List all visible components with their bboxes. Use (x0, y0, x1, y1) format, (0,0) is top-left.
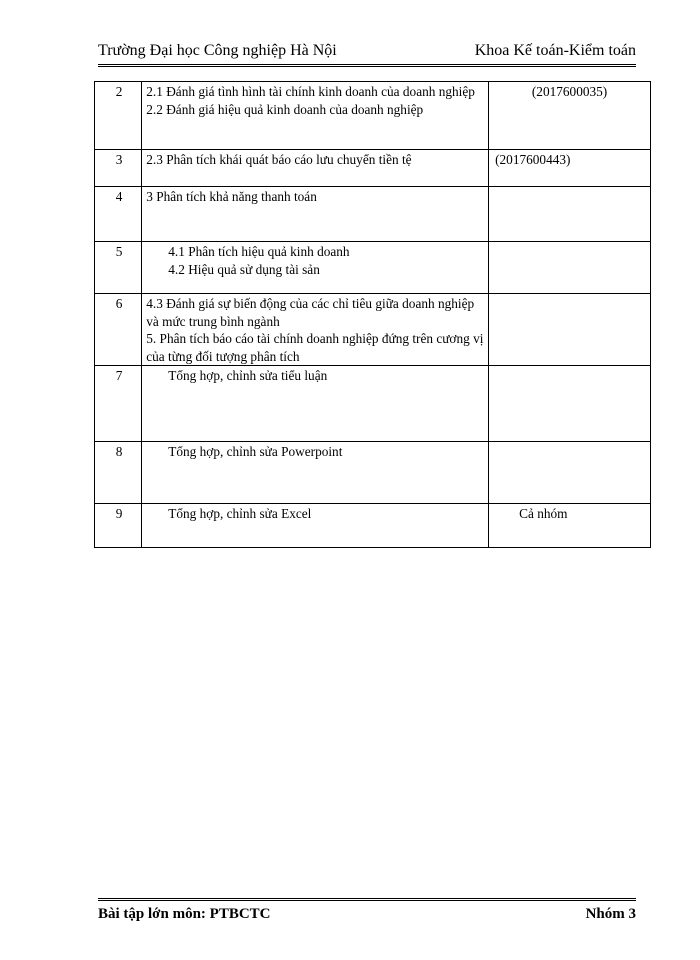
task-line: Tổng hợp, chỉnh sửa tiểu luận (168, 368, 328, 383)
member-id: (2017600035) (531, 84, 608, 99)
member-cell (489, 366, 651, 442)
member-cell (489, 442, 651, 504)
page-footer (98, 898, 636, 925)
task-line: 2.2 Đánh giá hiệu quả kinh doanh của doanh nghiệp (146, 101, 424, 117)
member-cell (489, 504, 651, 548)
task-line: Tổng hợp, chỉnh sửa Excel (168, 506, 312, 521)
member-id: Cả nhóm (519, 506, 568, 521)
task-cell (142, 150, 489, 187)
task-line: 2.3 Phân tích khái quát báo cáo lưu chuyển tiền tệ (146, 152, 412, 167)
task-table (94, 81, 651, 548)
table-row (95, 242, 651, 294)
task-cell (142, 187, 489, 242)
task-cell (142, 294, 489, 366)
footer-course: Bài tập lớn môn: PTBCTC (98, 906, 271, 922)
footer-group: Nhóm 3 (585, 906, 636, 922)
task-cell (142, 442, 489, 504)
row-number: 3 (95, 150, 142, 187)
header-faculty: Khoa Kế toán-Kiểm toán (474, 42, 636, 59)
task-line: 3 Phân tích khả năng thanh toán (146, 189, 317, 204)
task-cell (142, 366, 489, 442)
member-cell (489, 242, 651, 294)
page-header (98, 40, 636, 67)
row-number: 4 (95, 187, 142, 242)
table-row (95, 366, 651, 442)
row-number: 8 (95, 442, 142, 504)
task-cell (142, 242, 489, 294)
member-cell (489, 150, 651, 187)
header-school: Trường Đại học Công nghiệp Hà Nội (98, 42, 337, 59)
table-row (95, 187, 651, 242)
member-cell (489, 187, 651, 242)
row-number: 6 (95, 294, 142, 366)
table-row (95, 442, 651, 504)
table-row (95, 82, 651, 150)
member-id: (2017600443) (495, 152, 571, 167)
task-line: Tổng hợp, chỉnh sửa Powerpoint (168, 444, 343, 459)
table-row (95, 294, 651, 366)
row-number: 9 (95, 504, 142, 548)
row-number: 5 (95, 242, 142, 294)
row-number: 2 (95, 82, 142, 150)
table-row (95, 504, 651, 548)
row-number: 7 (95, 366, 142, 442)
task-cell (142, 504, 489, 548)
member-cell (489, 82, 651, 150)
task-line: 4.2 Hiệu quả sử dụng tài sản (168, 261, 320, 277)
table-row (95, 150, 651, 187)
task-cell (142, 82, 489, 150)
task-line: 5. Phân tích báo cáo tài chính doanh nghiệp đứng trên cương vị của từng đối tượng phân tích (146, 331, 484, 364)
task-line: 4.1 Phân tích hiệu quả kinh doanh (168, 244, 350, 259)
member-cell (489, 294, 651, 366)
task-line: 4.3 Đánh giá sự biến động của các chỉ tiêu giữa doanh nghiệp và mức trung bình ngành (146, 296, 475, 329)
task-line: 2.1 Đánh giá tình hình tài chính kinh doanh của doanh nghiệp (146, 84, 475, 99)
